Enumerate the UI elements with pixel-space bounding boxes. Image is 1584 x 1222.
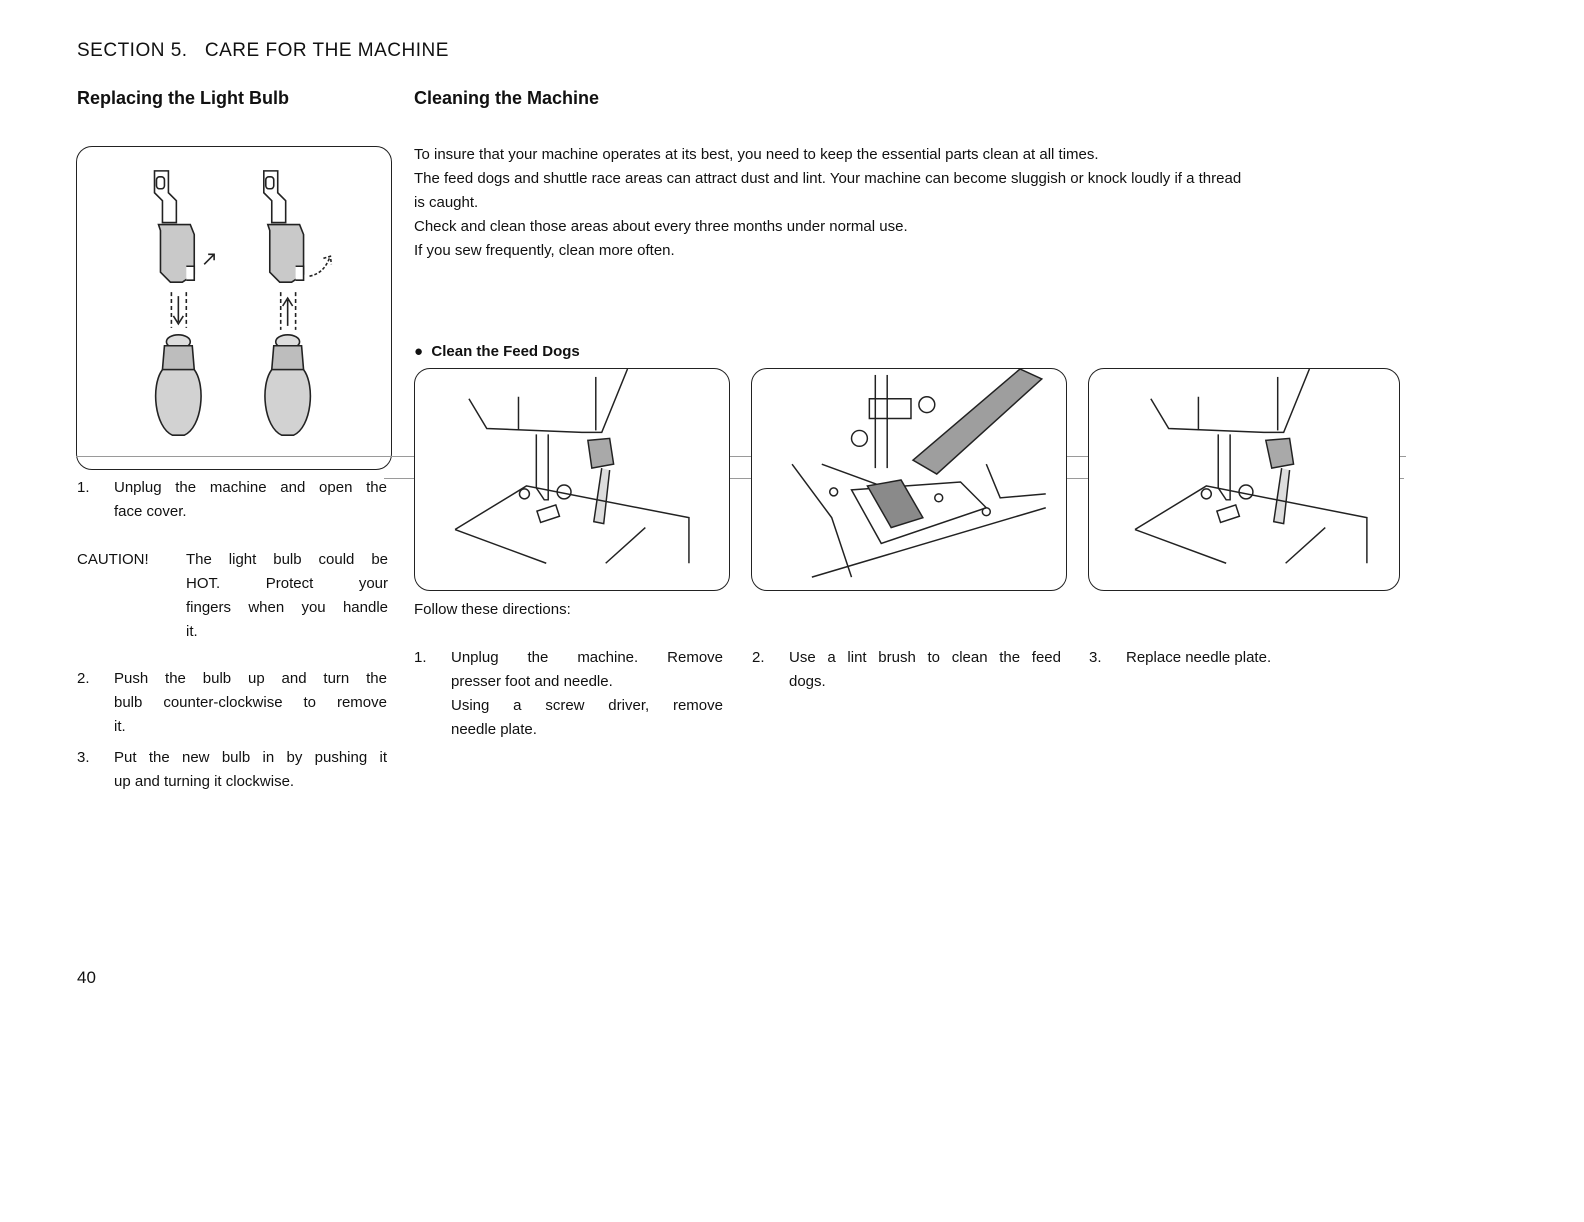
bullet-icon: ● [414,343,424,360]
section-title: SECTION 5. CARE FOR THE MACHINE [77,40,449,61]
follow-directions: Follow these directions: [414,601,571,618]
lint-brush-diagram [752,369,1066,590]
bulb-illustration [76,146,392,470]
page-number: 40 [77,968,96,987]
unplug-remove-plate-diagram [415,369,729,590]
needle-plate-illustration [1088,368,1400,591]
cleaning-heading: Cleaning the Machine [414,88,600,108]
cleaning-intro: To insure that your machine operates at its best, you need to keep the essential parts clean at all times. The feed dogs and shuttle race areas can attract dust and lint. Your machine can become sluggish or knock loudly if a thread is caught. Check and clean those areas about every three months under normal use. If you sew frequently, clean more often. [414,146,1242,259]
caution-label: CAUTION! [77,551,149,568]
bulb-diagram [77,147,391,469]
lint-brush-illustration [751,368,1067,591]
caution-block: CAUTION! The light bulb could be HOT. Protect your fingers when you handle it. [77,548,389,648]
feed-dog-illustration [414,368,730,591]
feed-dogs-heading: ● Clean the Feed Dogs [414,343,580,360]
replace-plate-diagram [1089,369,1399,590]
bulb-heading: Replacing the Light Bulb [77,88,289,108]
